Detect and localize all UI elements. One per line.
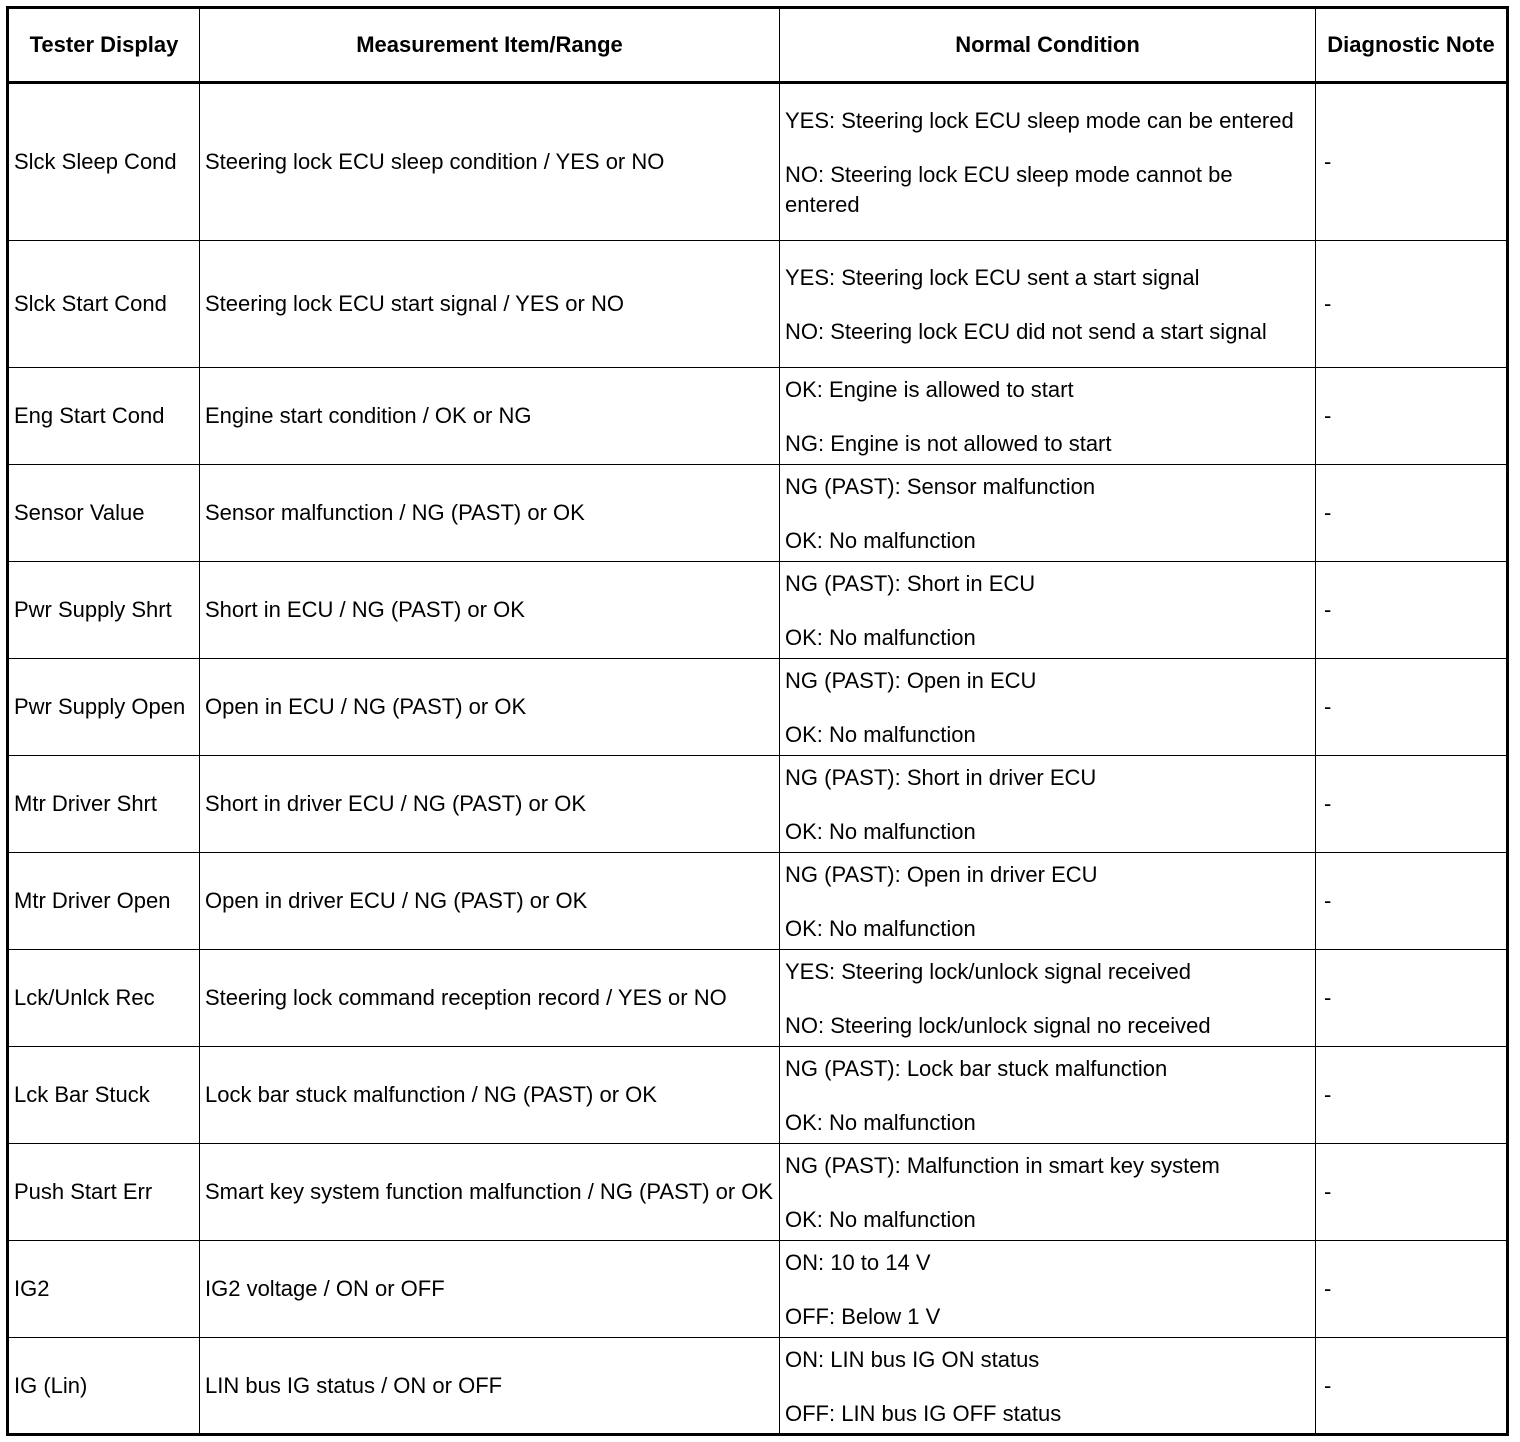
tester-display-cell: Lck/Unlck Rec <box>8 950 200 1047</box>
measurement-cell: Smart key system function malfunction / NG (PAST) or OK <box>200 1144 780 1241</box>
table-row <box>8 1338 1508 1435</box>
normal-condition-cell <box>780 950 1316 1047</box>
condition-line: OFF: LIN bus IG OFF status <box>785 1400 1062 1426</box>
condition-line: YES: Steering lock ECU sent a start signal <box>785 265 1200 290</box>
table-row <box>8 241 1508 368</box>
table-row <box>8 659 1508 756</box>
tester-display-cell: Push Start Err <box>8 1144 200 1241</box>
measurement-cell: Open in ECU / NG (PAST) or OK <box>200 659 780 756</box>
measurement-cell: Short in driver ECU / NG (PAST) or OK <box>200 756 780 853</box>
normal-condition-cell <box>780 368 1316 465</box>
condition-line: NG (PAST): Open in ECU <box>785 668 1037 693</box>
tester-display-cell: IG2 <box>8 1241 200 1338</box>
diagnostic-note-cell: - <box>1316 756 1508 853</box>
table-row <box>8 756 1508 853</box>
normal-condition-cell <box>780 1338 1316 1435</box>
table-row <box>8 853 1508 950</box>
diagnostic-note-cell: - <box>1316 853 1508 950</box>
table-row <box>8 465 1508 562</box>
header-measurement-item: Measurement Item/Range <box>200 8 780 83</box>
diagnostic-note-cell: - <box>1316 950 1508 1047</box>
measurement-cell: Lock bar stuck malfunction / NG (PAST) or OK <box>200 1047 780 1144</box>
measurement-cell: Sensor malfunction / NG (PAST) or OK <box>200 465 780 562</box>
measurement-cell: Steering lock ECU start signal / YES or NO <box>200 241 780 368</box>
table-header-row <box>8 8 1508 83</box>
diagnostic-data-table <box>6 6 1509 1436</box>
diagnostic-note-cell: - <box>1316 562 1508 659</box>
tester-display-cell: Slck Start Cond <box>8 241 200 368</box>
condition-line: OK: Engine is allowed to start <box>785 377 1074 402</box>
normal-condition-cell <box>780 756 1316 853</box>
diagnostic-note-cell: - <box>1316 83 1508 241</box>
tester-display-cell: Mtr Driver Open <box>8 853 200 950</box>
condition-line: OK: No malfunction <box>785 722 976 747</box>
table-row <box>8 1241 1508 1338</box>
measurement-cell: LIN bus IG status / ON or OFF <box>200 1338 780 1435</box>
tester-display-cell: Sensor Value <box>8 465 200 562</box>
normal-condition-cell <box>780 465 1316 562</box>
condition-line: NG (PAST): Short in ECU <box>785 571 1036 596</box>
normal-condition-cell <box>780 853 1316 950</box>
tester-display-cell: Pwr Supply Shrt <box>8 562 200 659</box>
table-row <box>8 83 1508 241</box>
diagnostic-note-cell: - <box>1316 1241 1508 1338</box>
condition-line: OK: No malfunction <box>785 819 976 844</box>
measurement-cell: Open in driver ECU / NG (PAST) or OK <box>200 853 780 950</box>
diagnostic-note-cell: - <box>1316 659 1508 756</box>
diagnostic-note-cell: - <box>1316 368 1508 465</box>
diagnostic-note-cell: - <box>1316 1047 1508 1144</box>
measurement-cell: Steering lock ECU sleep condition / YES or NO <box>200 83 780 241</box>
tester-display-cell: IG (Lin) <box>8 1338 200 1435</box>
table-row <box>8 950 1508 1047</box>
condition-line: NG (PAST): Lock bar stuck malfunction <box>785 1056 1168 1081</box>
condition-line: NG (PAST): Open in driver ECU <box>785 862 1098 887</box>
tester-display-cell: Eng Start Cond <box>8 368 200 465</box>
diagnostic-note-cell: - <box>1316 465 1508 562</box>
condition-line: YES: Steering lock/unlock signal received <box>785 959 1191 984</box>
diagnostic-note-cell: - <box>1316 1338 1508 1435</box>
normal-condition-cell <box>780 1047 1316 1144</box>
condition-line: OK: No malfunction <box>785 1207 976 1232</box>
condition-line: OK: No malfunction <box>785 625 976 650</box>
table-row <box>8 1144 1508 1241</box>
header-normal-condition: Normal Condition <box>780 8 1316 83</box>
diagnostic-note-cell: - <box>1316 241 1508 368</box>
condition-line: NO: Steering lock ECU did not send a start signal <box>785 319 1267 344</box>
condition-line: NG (PAST): Malfunction in smart key system <box>785 1153 1220 1178</box>
condition-line: NG: Engine is not allowed to start <box>785 431 1112 456</box>
condition-line: ON: 10 to 14 V <box>785 1250 931 1275</box>
condition-line: OK: No malfunction <box>785 528 976 553</box>
normal-condition-cell <box>780 1144 1316 1241</box>
table-row <box>8 368 1508 465</box>
header-tester-display: Tester Display <box>8 8 200 83</box>
normal-condition-cell <box>780 83 1316 241</box>
condition-line: YES: Steering lock ECU sleep mode can be entered <box>785 108 1294 133</box>
tester-display-cell: Pwr Supply Open <box>8 659 200 756</box>
normal-condition-cell <box>780 659 1316 756</box>
measurement-cell: IG2 voltage / ON or OFF <box>200 1241 780 1338</box>
condition-line: NG (PAST): Sensor malfunction <box>785 474 1096 499</box>
tester-display-cell: Lck Bar Stuck <box>8 1047 200 1144</box>
condition-line: OK: No malfunction <box>785 1110 976 1135</box>
diagnostic-note-cell: - <box>1316 1144 1508 1241</box>
normal-condition-cell <box>780 562 1316 659</box>
table-row <box>8 562 1508 659</box>
measurement-cell: Engine start condition / OK or NG <box>200 368 780 465</box>
condition-line: OFF: Below 1 V <box>785 1304 941 1329</box>
normal-condition-cell <box>780 1241 1316 1338</box>
condition-line: ON: LIN bus IG ON status <box>785 1346 1040 1372</box>
header-diagnostic-note: Diagnostic Note <box>1316 8 1508 83</box>
condition-line: OK: No malfunction <box>785 916 976 941</box>
normal-condition-cell <box>780 241 1316 368</box>
tester-display-cell: Slck Sleep Cond <box>8 83 200 241</box>
table-row <box>8 1047 1508 1144</box>
measurement-cell: Steering lock command reception record / YES or NO <box>200 950 780 1047</box>
tester-display-cell: Mtr Driver Shrt <box>8 756 200 853</box>
condition-line: NO: Steering lock ECU sleep mode cannot be entered <box>785 162 1233 217</box>
condition-line: NG (PAST): Short in driver ECU <box>785 765 1097 790</box>
measurement-cell: Short in ECU / NG (PAST) or OK <box>200 562 780 659</box>
condition-line: NO: Steering lock/unlock signal no received <box>785 1013 1211 1038</box>
